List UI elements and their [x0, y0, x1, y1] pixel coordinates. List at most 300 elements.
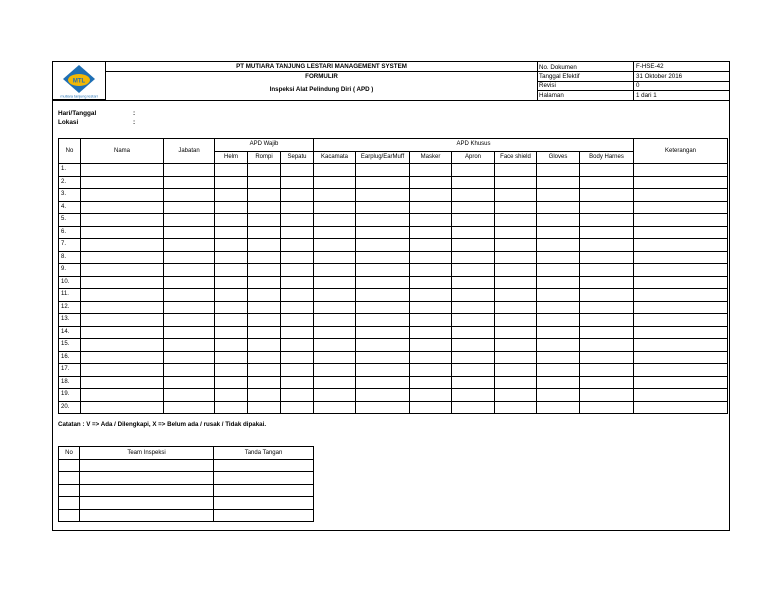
cell-body-harnes[interactable]: [580, 214, 634, 227]
cell-sepatu[interactable]: [281, 389, 314, 402]
cell-jabatan[interactable]: [164, 214, 215, 227]
cell-earplug[interactable]: [356, 351, 410, 364]
cell-jabatan[interactable]: [164, 364, 215, 377]
cell-helm[interactable]: [215, 351, 248, 364]
cell-helm[interactable]: [215, 401, 248, 414]
cell-rompi[interactable]: [248, 214, 281, 227]
cell-masker[interactable]: [410, 401, 452, 414]
cell-earplug[interactable]: [356, 214, 410, 227]
cell-sepatu[interactable]: [281, 301, 314, 314]
cell-body-harnes[interactable]: [580, 251, 634, 264]
cell-keterangan[interactable]: [634, 376, 728, 389]
cell-earplug[interactable]: [356, 289, 410, 302]
cell-rompi[interactable]: [248, 401, 281, 414]
cell-masker[interactable]: [410, 289, 452, 302]
cell-masker[interactable]: [410, 251, 452, 264]
cell-apron[interactable]: [452, 214, 495, 227]
table-row: [59, 389, 728, 402]
table-row: [59, 239, 728, 252]
cell-keterangan[interactable]: [634, 201, 728, 214]
cell-team-no[interactable]: [59, 497, 80, 510]
cell-masker[interactable]: [410, 276, 452, 289]
cell-face-shield[interactable]: [495, 401, 537, 414]
cell-keterangan[interactable]: [634, 314, 728, 327]
cell-keterangan[interactable]: [634, 351, 728, 364]
cell-earplug[interactable]: [356, 264, 410, 277]
cell-sepatu[interactable]: [281, 226, 314, 239]
cell-face-shield[interactable]: [495, 201, 537, 214]
cell-sepatu[interactable]: [281, 289, 314, 302]
legend-note: Catatan : V => Ada / Dilengkapi, X => Belum ada / rusak / Tidak dipakai.: [58, 421, 267, 428]
team-col-header-team: Team Inspeksi: [80, 447, 214, 460]
cell-team-signature[interactable]: [214, 497, 314, 510]
cell-keterangan[interactable]: [634, 401, 728, 414]
cell-kacamata[interactable]: [314, 214, 356, 227]
cell-kacamata[interactable]: [314, 176, 356, 189]
cell-kacamata[interactable]: [314, 189, 356, 202]
cell-body-harnes[interactable]: [580, 339, 634, 352]
cell-gloves[interactable]: [537, 276, 580, 289]
cell-sepatu[interactable]: [281, 339, 314, 352]
cell-nama[interactable]: [81, 339, 164, 352]
cell-kacamata[interactable]: [314, 264, 356, 277]
cell-jabatan[interactable]: [164, 226, 215, 239]
cell-team-no[interactable]: [59, 459, 80, 472]
cell-body-harnes[interactable]: [580, 226, 634, 239]
cell-kacamata[interactable]: [314, 314, 356, 327]
cell-nama[interactable]: [81, 189, 164, 202]
cell-helm[interactable]: [215, 389, 248, 402]
cell-body-harnes[interactable]: [580, 289, 634, 302]
cell-jabatan[interactable]: [164, 389, 215, 402]
cell-team-signature[interactable]: [214, 459, 314, 472]
cell-earplug[interactable]: [356, 164, 410, 177]
cell-gloves[interactable]: [537, 339, 580, 352]
cell-earplug[interactable]: [356, 326, 410, 339]
cell-jabatan[interactable]: [164, 201, 215, 214]
cell-earplug[interactable]: [356, 301, 410, 314]
cell-masker[interactable]: [410, 326, 452, 339]
cell-gloves[interactable]: [537, 326, 580, 339]
cell-sepatu[interactable]: [281, 201, 314, 214]
cell-helm[interactable]: [215, 164, 248, 177]
cell-helm[interactable]: [215, 301, 248, 314]
cell-jabatan[interactable]: [164, 264, 215, 277]
cell-jabatan[interactable]: [164, 376, 215, 389]
cell-keterangan[interactable]: [634, 264, 728, 277]
team-inspection-table: [58, 446, 314, 522]
col-header-kacamata: Kacamata: [314, 151, 356, 164]
cell-earplug[interactable]: [356, 239, 410, 252]
cell-body-harnes[interactable]: [580, 164, 634, 177]
cell-helm[interactable]: [215, 251, 248, 264]
cell-apron[interactable]: [452, 164, 495, 177]
cell-helm[interactable]: [215, 176, 248, 189]
cell-nama[interactable]: [81, 164, 164, 177]
cell-earplug[interactable]: [356, 276, 410, 289]
cell-team-no[interactable]: [59, 484, 80, 497]
cell-helm[interactable]: [215, 201, 248, 214]
cell-kacamata[interactable]: [314, 251, 356, 264]
cell-apron[interactable]: [452, 314, 495, 327]
cell-gloves[interactable]: [537, 389, 580, 402]
cell-apron[interactable]: [452, 264, 495, 277]
cell-kacamata[interactable]: [314, 326, 356, 339]
cell-rompi[interactable]: [248, 201, 281, 214]
cell-jabatan[interactable]: [164, 339, 215, 352]
cell-helm[interactable]: [215, 239, 248, 252]
cell-earplug[interactable]: [356, 189, 410, 202]
cell-sepatu[interactable]: [281, 326, 314, 339]
cell-rompi[interactable]: [248, 164, 281, 177]
cell-rompi[interactable]: [248, 176, 281, 189]
cell-nama[interactable]: [81, 314, 164, 327]
cell-face-shield[interactable]: [495, 314, 537, 327]
cell-jabatan[interactable]: [164, 176, 215, 189]
cell-face-shield[interactable]: [495, 389, 537, 402]
cell-sepatu[interactable]: [281, 214, 314, 227]
cell-face-shield[interactable]: [495, 339, 537, 352]
table-row: [59, 276, 728, 289]
cell-earplug[interactable]: [356, 314, 410, 327]
cell-earplug[interactable]: [356, 176, 410, 189]
cell-sepatu[interactable]: [281, 176, 314, 189]
cell-nama[interactable]: [81, 364, 164, 377]
cell-rompi[interactable]: [248, 376, 281, 389]
cell-face-shield[interactable]: [495, 251, 537, 264]
cell-team-signature[interactable]: [214, 484, 314, 497]
row-number: 17.: [59, 364, 81, 377]
cell-face-shield[interactable]: [495, 351, 537, 364]
cell-keterangan[interactable]: [634, 214, 728, 227]
cell-keterangan[interactable]: [634, 389, 728, 402]
row-number: 14.: [59, 326, 81, 339]
cell-helm[interactable]: [215, 339, 248, 352]
cell-jabatan[interactable]: [164, 239, 215, 252]
cell-kacamata[interactable]: [314, 364, 356, 377]
cell-keterangan[interactable]: [634, 251, 728, 264]
cell-gloves[interactable]: [537, 176, 580, 189]
col-header-rompi: Rompi: [248, 151, 281, 164]
cell-sepatu[interactable]: [281, 239, 314, 252]
cell-rompi[interactable]: [248, 239, 281, 252]
cell-helm[interactable]: [215, 376, 248, 389]
cell-keterangan[interactable]: [634, 301, 728, 314]
cell-apron[interactable]: [452, 351, 495, 364]
cell-body-harnes[interactable]: [580, 201, 634, 214]
cell-body-harnes[interactable]: [580, 351, 634, 364]
cell-face-shield[interactable]: [495, 326, 537, 339]
cell-keterangan[interactable]: [634, 164, 728, 177]
cell-gloves[interactable]: [537, 301, 580, 314]
cell-jabatan[interactable]: [164, 289, 215, 302]
cell-rompi[interactable]: [248, 264, 281, 277]
cell-sepatu[interactable]: [281, 314, 314, 327]
cell-kacamata[interactable]: [314, 164, 356, 177]
cell-face-shield[interactable]: [495, 176, 537, 189]
cell-kacamata[interactable]: [314, 289, 356, 302]
cell-masker[interactable]: [410, 364, 452, 377]
cell-helm[interactable]: [215, 189, 248, 202]
cell-nama[interactable]: [81, 289, 164, 302]
cell-team-member[interactable]: [80, 472, 214, 485]
cell-gloves[interactable]: [537, 226, 580, 239]
cell-masker[interactable]: [410, 214, 452, 227]
cell-helm[interactable]: [215, 214, 248, 227]
cell-rompi[interactable]: [248, 226, 281, 239]
cell-apron[interactable]: [452, 339, 495, 352]
cell-sepatu[interactable]: [281, 164, 314, 177]
cell-earplug[interactable]: [356, 401, 410, 414]
cell-body-harnes[interactable]: [580, 326, 634, 339]
cell-earplug[interactable]: [356, 364, 410, 377]
cell-nama[interactable]: [81, 276, 164, 289]
cell-jabatan[interactable]: [164, 351, 215, 364]
cell-body-harnes[interactable]: [580, 364, 634, 377]
cell-masker[interactable]: [410, 264, 452, 277]
cell-rompi[interactable]: [248, 189, 281, 202]
cell-nama[interactable]: [81, 251, 164, 264]
cell-jabatan[interactable]: [164, 401, 215, 414]
cell-helm[interactable]: [215, 276, 248, 289]
cell-team-member[interactable]: [80, 484, 214, 497]
table-row: [59, 301, 728, 314]
cell-team-member[interactable]: [80, 497, 214, 510]
cell-kacamata[interactable]: [314, 389, 356, 402]
cell-earplug[interactable]: [356, 226, 410, 239]
cell-gloves[interactable]: [537, 164, 580, 177]
cell-body-harnes[interactable]: [580, 276, 634, 289]
cell-nama[interactable]: [81, 226, 164, 239]
cell-gloves[interactable]: [537, 214, 580, 227]
cell-body-harnes[interactable]: [580, 189, 634, 202]
cell-gloves[interactable]: [537, 251, 580, 264]
cell-rompi[interactable]: [248, 289, 281, 302]
cell-helm[interactable]: [215, 364, 248, 377]
cell-kacamata[interactable]: [314, 401, 356, 414]
cell-sepatu[interactable]: [281, 376, 314, 389]
team-row: [59, 497, 314, 510]
cell-rompi[interactable]: [248, 339, 281, 352]
cell-keterangan[interactable]: [634, 339, 728, 352]
cell-apron[interactable]: [452, 389, 495, 402]
cell-gloves[interactable]: [537, 314, 580, 327]
cell-nama[interactable]: [81, 301, 164, 314]
cell-body-harnes[interactable]: [580, 376, 634, 389]
cell-nama[interactable]: [81, 401, 164, 414]
cell-nama[interactable]: [81, 389, 164, 402]
cell-sepatu[interactable]: [281, 251, 314, 264]
cell-face-shield[interactable]: [495, 264, 537, 277]
cell-rompi[interactable]: [248, 326, 281, 339]
cell-body-harnes[interactable]: [580, 264, 634, 277]
row-number: 18.: [59, 376, 81, 389]
cell-nama[interactable]: [81, 351, 164, 364]
cell-jabatan[interactable]: [164, 326, 215, 339]
cell-keterangan[interactable]: [634, 364, 728, 377]
cell-apron[interactable]: [452, 326, 495, 339]
cell-jabatan[interactable]: [164, 164, 215, 177]
cell-gloves[interactable]: [537, 264, 580, 277]
cell-team-signature[interactable]: [214, 472, 314, 485]
cell-earplug[interactable]: [356, 251, 410, 264]
cell-masker[interactable]: [410, 351, 452, 364]
cell-helm[interactable]: [215, 226, 248, 239]
cell-gloves[interactable]: [537, 364, 580, 377]
cell-rompi[interactable]: [248, 351, 281, 364]
cell-face-shield[interactable]: [495, 239, 537, 252]
cell-apron[interactable]: [452, 289, 495, 302]
cell-nama[interactable]: [81, 239, 164, 252]
cell-gloves[interactable]: [537, 376, 580, 389]
cell-jabatan[interactable]: [164, 301, 215, 314]
cell-helm[interactable]: [215, 264, 248, 277]
cell-keterangan[interactable]: [634, 176, 728, 189]
cell-apron[interactable]: [452, 226, 495, 239]
cell-masker[interactable]: [410, 201, 452, 214]
cell-apron[interactable]: [452, 401, 495, 414]
cell-team-no[interactable]: [59, 509, 80, 522]
cell-apron[interactable]: [452, 239, 495, 252]
cell-gloves[interactable]: [537, 351, 580, 364]
cell-earplug[interactable]: [356, 389, 410, 402]
cell-keterangan[interactable]: [634, 289, 728, 302]
cell-apron[interactable]: [452, 301, 495, 314]
cell-body-harnes[interactable]: [580, 401, 634, 414]
cell-apron[interactable]: [452, 201, 495, 214]
cell-kacamata[interactable]: [314, 301, 356, 314]
cell-kacamata[interactable]: [314, 201, 356, 214]
cell-sepatu[interactable]: [281, 264, 314, 277]
apd-inspection-table: [58, 138, 728, 414]
cell-apron[interactable]: [452, 276, 495, 289]
cell-masker[interactable]: [410, 176, 452, 189]
document-type: FORMULIR: [305, 73, 338, 80]
cell-keterangan[interactable]: [634, 226, 728, 239]
cell-nama[interactable]: [81, 201, 164, 214]
cell-gloves[interactable]: [537, 401, 580, 414]
cell-team-member[interactable]: [80, 459, 214, 472]
cell-face-shield[interactable]: [495, 289, 537, 302]
cell-masker[interactable]: [410, 301, 452, 314]
table-row: [59, 351, 728, 364]
cell-masker[interactable]: [410, 376, 452, 389]
cell-rompi[interactable]: [248, 314, 281, 327]
cell-kacamata[interactable]: [314, 376, 356, 389]
cell-jabatan[interactable]: [164, 314, 215, 327]
cell-sepatu[interactable]: [281, 189, 314, 202]
cell-kacamata[interactable]: [314, 226, 356, 239]
cell-rompi[interactable]: [248, 364, 281, 377]
cell-rompi[interactable]: [248, 276, 281, 289]
cell-kacamata[interactable]: [314, 239, 356, 252]
cell-gloves[interactable]: [537, 189, 580, 202]
cell-body-harnes[interactable]: [580, 314, 634, 327]
cell-gloves[interactable]: [537, 289, 580, 302]
group-header-apd-khusus: APD Khusus: [314, 139, 634, 152]
cell-team-no[interactable]: [59, 472, 80, 485]
cell-gloves[interactable]: [537, 239, 580, 252]
cell-team-member[interactable]: [80, 509, 214, 522]
cell-jabatan[interactable]: [164, 189, 215, 202]
cell-team-signature[interactable]: [214, 509, 314, 522]
cell-masker[interactable]: [410, 339, 452, 352]
cell-masker[interactable]: [410, 239, 452, 252]
cell-helm[interactable]: [215, 289, 248, 302]
cell-masker[interactable]: [410, 226, 452, 239]
meta-value-no-dokumen: F-HSE-42: [636, 63, 664, 70]
meta-value-halaman: 1 dari 1: [636, 92, 657, 99]
cell-keterangan[interactable]: [634, 326, 728, 339]
cell-sepatu[interactable]: [281, 276, 314, 289]
meta-label-no-dokumen: No. Dokumen: [539, 63, 577, 71]
cell-face-shield[interactable]: [495, 164, 537, 177]
cell-masker[interactable]: [410, 189, 452, 202]
cell-earplug[interactable]: [356, 339, 410, 352]
cell-sepatu[interactable]: [281, 401, 314, 414]
cell-gloves[interactable]: [537, 201, 580, 214]
cell-body-harnes[interactable]: [580, 239, 634, 252]
mtl-logo-icon: [53, 62, 106, 100]
cell-masker[interactable]: [410, 389, 452, 402]
cell-kacamata[interactable]: [314, 351, 356, 364]
cell-keterangan[interactable]: [634, 276, 728, 289]
cell-earplug[interactable]: [356, 201, 410, 214]
cell-helm[interactable]: [215, 326, 248, 339]
cell-nama[interactable]: [81, 376, 164, 389]
cell-rompi[interactable]: [248, 301, 281, 314]
cell-sepatu[interactable]: [281, 364, 314, 377]
date-separator: :: [133, 110, 136, 117]
cell-masker[interactable]: [410, 164, 452, 177]
col-header-jabatan: Jabatan: [164, 139, 215, 164]
cell-kacamata[interactable]: [314, 339, 356, 352]
cell-body-harnes[interactable]: [580, 301, 634, 314]
cell-nama[interactable]: [81, 176, 164, 189]
cell-helm[interactable]: [215, 314, 248, 327]
cell-face-shield[interactable]: [495, 189, 537, 202]
cell-apron[interactable]: [452, 176, 495, 189]
cell-face-shield[interactable]: [495, 376, 537, 389]
cell-jabatan[interactable]: [164, 276, 215, 289]
cell-body-harnes[interactable]: [580, 176, 634, 189]
cell-jabatan[interactable]: [164, 251, 215, 264]
cell-masker[interactable]: [410, 314, 452, 327]
cell-sepatu[interactable]: [281, 351, 314, 364]
cell-nama[interactable]: [81, 264, 164, 277]
cell-kacamata[interactable]: [314, 276, 356, 289]
cell-face-shield[interactable]: [495, 364, 537, 377]
cell-face-shield[interactable]: [495, 226, 537, 239]
cell-keterangan[interactable]: [634, 189, 728, 202]
cell-face-shield[interactable]: [495, 301, 537, 314]
cell-rompi[interactable]: [248, 251, 281, 264]
cell-rompi[interactable]: [248, 389, 281, 402]
cell-apron[interactable]: [452, 189, 495, 202]
col-header-nama: Nama: [81, 139, 164, 164]
cell-apron[interactable]: [452, 251, 495, 264]
cell-earplug[interactable]: [356, 376, 410, 389]
cell-face-shield[interactable]: [495, 276, 537, 289]
cell-nama[interactable]: [81, 214, 164, 227]
cell-face-shield[interactable]: [495, 214, 537, 227]
cell-keterangan[interactable]: [634, 239, 728, 252]
cell-body-harnes[interactable]: [580, 389, 634, 402]
cell-apron[interactable]: [452, 376, 495, 389]
cell-apron[interactable]: [452, 364, 495, 377]
row-number: 20.: [59, 401, 81, 414]
cell-nama[interactable]: [81, 326, 164, 339]
